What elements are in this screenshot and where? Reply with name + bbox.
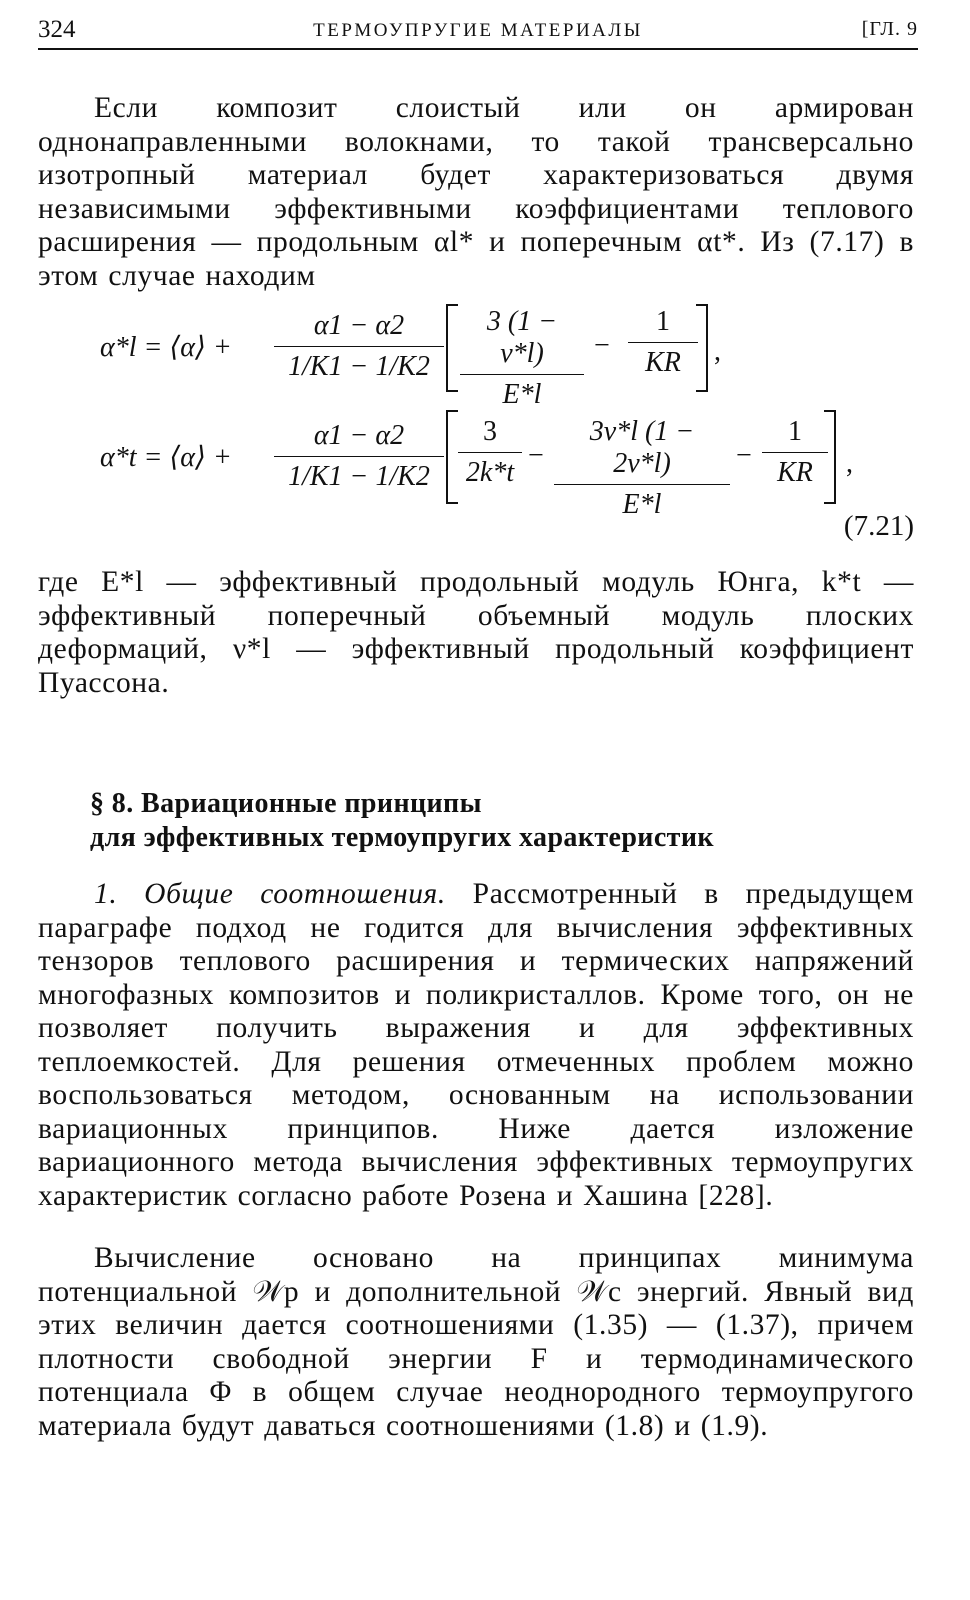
minus-sign: − bbox=[594, 330, 610, 361]
section-title-line-2: для эффективных термоупругих характеристик bbox=[90, 822, 714, 853]
formula-end: , bbox=[846, 448, 853, 479]
fraction-numerator: α1 − α2 bbox=[313, 310, 405, 341]
paragraph-intro: Если композит слоистый или он армирован однонаправленными волокнами, то такой трансверсально изотропный материал будет характеризоваться двумя независимыми эффективными коэффициентами теплового расширения — продольным αl* и поперечным αt*. Из (7.17) в этом случае находим bbox=[38, 92, 914, 292]
term-fraction bbox=[762, 416, 828, 489]
term-numerator: 3 (1 − ν*l) bbox=[486, 306, 558, 369]
running-title: ТЕРМОУПРУГИЕ МАТЕРИАЛЫ bbox=[313, 20, 643, 41]
term-numerator: 3 bbox=[483, 416, 497, 447]
term-fraction bbox=[554, 416, 730, 521]
term-numerator: 1 bbox=[788, 416, 802, 447]
running-header bbox=[38, 14, 918, 50]
formula-lhs: α*t = ⟨α⟩ + bbox=[100, 442, 232, 473]
term-fraction bbox=[628, 306, 698, 379]
right-bracket bbox=[824, 410, 836, 504]
formula-alpha-l bbox=[96, 300, 936, 410]
formula-fraction bbox=[274, 420, 444, 493]
paragraph-general-relations bbox=[38, 878, 914, 1213]
right-bracket bbox=[696, 304, 708, 392]
left-bracket bbox=[446, 304, 458, 392]
term-denominator: E*l bbox=[460, 374, 584, 411]
formula-alpha-t bbox=[96, 404, 936, 520]
paragraph-body: Рассмотренный в предыдущем параграфе подход не годится для вычисления эффективных тензоров теплового расширения и термических напряжений многофазных композитов и поликристаллов. Кроме того, он не позволяет получить выражения и для эффективных теплоемкостей. Для решения отмеченных проблем можно воспользоваться методом, основанным на использовании вариационных принципов. Ниже дается изложение вариационного метода вычисления эффективных термоупругих характеристик согласно работе Розена и Хашина [228]. bbox=[38, 878, 914, 1212]
section-title-line-1: § 8. Вариационные принципы bbox=[90, 788, 482, 819]
term-numerator: 1 bbox=[656, 306, 670, 337]
chapter-label: [ГЛ. 9 bbox=[861, 18, 918, 40]
term-denominator: KR bbox=[762, 452, 828, 489]
term-numerator: 3ν*l (1 − 2ν*l) bbox=[589, 416, 695, 479]
minus-sign: − bbox=[528, 440, 544, 471]
fraction-numerator: α1 − α2 bbox=[313, 420, 405, 451]
subsection-lead: 1. Общие соотношения. bbox=[94, 878, 446, 910]
section-heading bbox=[90, 787, 930, 855]
term-denominator: KR bbox=[628, 342, 698, 379]
formula-fraction bbox=[274, 310, 444, 383]
formula-end: , bbox=[714, 336, 721, 367]
paragraph-computation: Вычисление основано на принципах минимума потенциальной 𝒲p и дополнительной 𝒲c энергий. Явный вид этих величин дается соотношениями (1.35) — (1.37), причем плотности свободной энергии F и термодинамического потенциала Φ в общем случае неоднородного термоупругого материала будут даваться соотношениями (1.8) и (1.9). bbox=[38, 1242, 914, 1442]
term-denominator: E*l bbox=[554, 484, 730, 521]
paragraph-definitions: где E*l — эффективный продольный модуль Юнга, k*t — эффективный поперечный объемный модуль плоских деформаций, ν*l — эффективный продольный коэффициент Пуассона. bbox=[38, 566, 914, 699]
equation-number: (7.21) bbox=[843, 510, 914, 542]
term-fraction bbox=[458, 416, 522, 489]
formula-lhs: α*l = ⟨α⟩ + bbox=[100, 332, 232, 363]
term-fraction bbox=[460, 306, 584, 411]
minus-sign: − bbox=[736, 440, 752, 471]
fraction-denominator: 1/K1 − 1/K2 bbox=[274, 456, 444, 493]
left-bracket bbox=[446, 410, 458, 504]
term-denominator: 2k*t bbox=[458, 452, 522, 489]
fraction-denominator: 1/K1 − 1/K2 bbox=[274, 346, 444, 383]
page-number: 324 bbox=[38, 16, 76, 43]
